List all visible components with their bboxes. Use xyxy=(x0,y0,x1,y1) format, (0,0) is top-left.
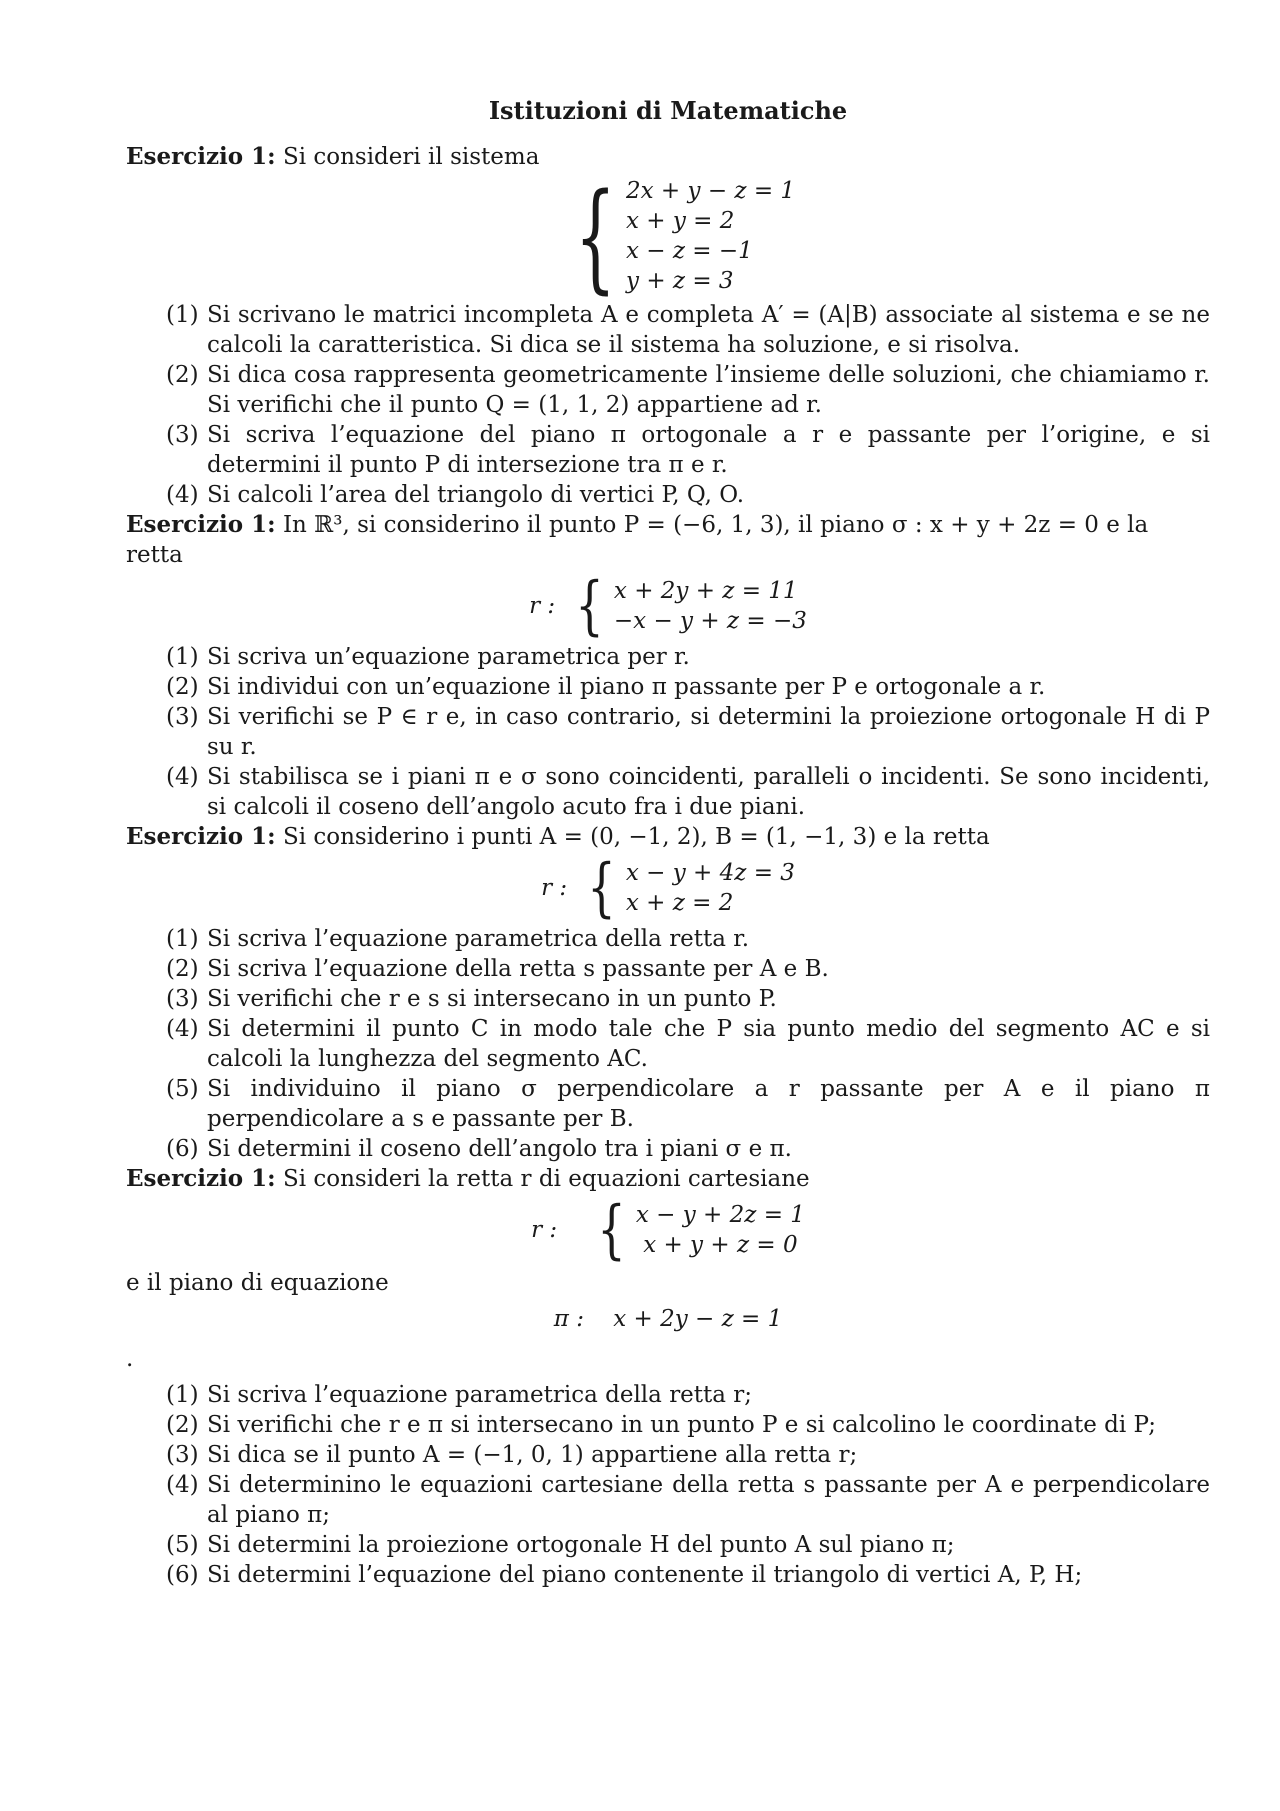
question-list xyxy=(126,924,1210,1164)
item-text: Si individui con un’equazione il piano π passante per P e ortogonale a r. xyxy=(207,674,1046,700)
equation-system xyxy=(126,167,1210,305)
item-text: Si calcoli l’area del triangolo di vertici P, Q, O. xyxy=(207,482,745,508)
item-number: (4) xyxy=(166,764,199,790)
equation: y + z = 3 xyxy=(626,268,734,294)
question-list xyxy=(126,1380,1210,1590)
period-mark: . xyxy=(126,1346,134,1372)
exercise-label: Esercizio 1: xyxy=(126,823,276,850)
item-text: Si verifichi che r e s si intersecano in un punto P. xyxy=(207,986,777,1012)
question-list xyxy=(126,300,1210,510)
item-text: Si determini la proiezione ortogonale H del punto A sul piano π; xyxy=(207,1532,955,1558)
list-item xyxy=(126,1530,1210,1560)
plane-label: π : xyxy=(553,1306,584,1332)
item-text: Si verifichi che r e π si intersecano in un punto P e si calcolino le coordinate di P; xyxy=(207,1412,1156,1438)
item-number: (2) xyxy=(166,1412,199,1438)
item-text: Si determini l’equazione del piano contenente il triangolo di vertici A, P, H; xyxy=(207,1562,1083,1588)
exercise-label: Esercizio 1: xyxy=(126,1165,276,1192)
equation: x − z = −1 xyxy=(626,238,753,264)
item-text: Si dica cosa rappresenta geometricamente l’insieme delle soluzioni, che chiamiamo r. Si verifichi che il punto Q = (1, 1, 2) appartiene ad r. xyxy=(207,362,1210,418)
question-list xyxy=(126,642,1210,822)
line-label: r : xyxy=(541,875,568,901)
list-item xyxy=(126,1074,1210,1134)
item-text: Si individuino il piano σ perpendicolare a r passante per A e il piano π perpendicolare a s e passante per B. xyxy=(207,1076,1210,1132)
equation: x + 2y + z = 11 xyxy=(613,578,798,604)
item-text: Si determinino le equazioni cartesiane della retta s passante per A e perpendicolare al piano π; xyxy=(207,1472,1210,1528)
exercise-heading xyxy=(126,142,1210,172)
list-item xyxy=(126,702,1210,762)
plane-intro: e il piano di equazione xyxy=(126,1270,389,1296)
line-label: r : xyxy=(531,1217,558,1243)
item-text: Si scriva l’equazione parametrica della retta r; xyxy=(207,1382,753,1408)
list-item xyxy=(126,954,1210,984)
line-label: r : xyxy=(529,593,556,619)
list-item xyxy=(126,1410,1210,1440)
item-number: (1) xyxy=(166,644,199,670)
list-item xyxy=(126,360,1210,420)
equation-system xyxy=(126,1193,1210,1267)
plane-gap xyxy=(584,1304,613,1334)
item-text: Si scrivano le matrici incompleta A e completa A′ = (A|B) associate al sistema e se ne calcoli la caratteristica. Si dica se il sistema ha soluzione, e si risolva. xyxy=(207,302,1210,358)
item-number: (4) xyxy=(166,1016,199,1042)
item-text: Si verifichi se P ∈ r e, in caso contrario, si determini la proiezione ortogonale H di P su r. xyxy=(207,704,1210,760)
exercise-2 xyxy=(126,510,1210,822)
item-number: (3) xyxy=(166,704,199,730)
exercise-heading xyxy=(126,1164,1210,1194)
plane-formula: x + 2y − z = 1 xyxy=(613,1306,783,1332)
item-text: Si determini il punto C in modo tale che P sia punto medio del segmento AC e si calcoli la lunghezza del segmento AC. xyxy=(207,1016,1210,1072)
list-item xyxy=(126,480,1210,510)
equation: x − y + 2z = 1 xyxy=(635,1202,805,1228)
left-brace: { xyxy=(575,569,604,643)
left-brace: { xyxy=(597,1193,626,1267)
item-text: Si dica se il punto A = (−1, 0, 1) appartiene alla retta r; xyxy=(207,1442,858,1468)
item-number: (1) xyxy=(166,302,199,328)
item-number: (5) xyxy=(166,1532,199,1558)
exercise-1 xyxy=(126,142,1210,510)
list-item xyxy=(126,300,1210,360)
equation: x + y + z = 0 xyxy=(643,1232,798,1258)
item-number: (1) xyxy=(166,926,199,952)
item-text: Si scriva un’equazione parametrica per r. xyxy=(207,644,690,670)
equation: x + y = 2 xyxy=(626,208,735,234)
list-item xyxy=(126,420,1210,480)
list-item xyxy=(126,1134,1210,1164)
equation-system xyxy=(126,569,1210,643)
item-number: (4) xyxy=(166,1472,199,1498)
item-text: Si scriva l’equazione parametrica della retta r. xyxy=(207,926,750,952)
list-item xyxy=(126,984,1210,1014)
list-item xyxy=(126,1560,1210,1590)
list-item xyxy=(126,642,1210,672)
exercise-heading xyxy=(126,822,1210,852)
item-number: (5) xyxy=(166,1076,199,1102)
equation: −x − y + z = −3 xyxy=(613,608,807,634)
exercise-4 xyxy=(126,1164,1210,1590)
exercise-heading xyxy=(126,510,1210,570)
page-title: Istituzioni di Matematiche xyxy=(488,96,848,125)
exercise-label: Esercizio 1: xyxy=(126,511,276,538)
list-item xyxy=(126,762,1210,822)
exercise-intro: Si considerino i punti A = (0, −1, 2), B = (1, −1, 3) e la retta xyxy=(282,824,990,850)
list-item xyxy=(126,924,1210,954)
list-item xyxy=(126,1380,1210,1410)
exercise-3 xyxy=(126,822,1210,1164)
item-number: (4) xyxy=(166,482,199,508)
list-item xyxy=(126,1014,1210,1074)
item-text: Si scriva l’equazione della retta s passante per A e B. xyxy=(207,956,829,982)
equation: x + z = 2 xyxy=(625,890,734,916)
list-item xyxy=(126,672,1210,702)
list-item xyxy=(126,1470,1210,1530)
item-number: (2) xyxy=(166,362,199,388)
exercise-intro: Si consideri il sistema xyxy=(282,144,540,170)
equation-lines xyxy=(626,176,795,296)
exercise-intro: Si consideri la retta r di equazioni cartesiane xyxy=(282,1166,810,1192)
equation-lines xyxy=(626,858,795,918)
item-number: (3) xyxy=(166,1442,199,1468)
left-brace: { xyxy=(574,167,617,305)
item-number: (3) xyxy=(166,986,199,1012)
equation-lines xyxy=(636,1200,805,1260)
equation-system xyxy=(126,851,1210,925)
equation: x − y + 4z = 3 xyxy=(625,860,795,886)
plane-equation xyxy=(126,1304,1210,1334)
item-text: Si scriva l’equazione del piano π ortogonale a r e passante per l’origine, e si determini il punto P di intersezione tra π e r. xyxy=(207,422,1210,478)
equation-lines xyxy=(614,576,807,636)
item-number: (6) xyxy=(166,1562,199,1588)
exercise-intro: In ℝ³, si considerino il punto P = (−6, 1, 3), il piano σ : x + y + 2z = 0 e la retta xyxy=(126,512,1149,568)
item-number: (3) xyxy=(166,422,199,448)
list-item xyxy=(126,1440,1210,1470)
exercise-label: Esercizio 1: xyxy=(126,143,276,170)
item-text: Si determini il coseno dell’angolo tra i piani σ e π. xyxy=(207,1136,792,1162)
equation: 2x + y − z = 1 xyxy=(626,178,796,204)
left-brace: { xyxy=(587,851,616,925)
item-number: (2) xyxy=(166,956,199,982)
item-text: Si stabilisca se i piani π e σ sono coincidenti, paralleli o incidenti. Se sono incidenti, si calcoli il coseno dell’angolo acuto fra i due piani. xyxy=(207,764,1210,820)
document-page xyxy=(126,96,1210,1590)
item-number: (6) xyxy=(166,1136,199,1162)
item-number: (2) xyxy=(166,674,199,700)
item-number: (1) xyxy=(166,1382,199,1408)
